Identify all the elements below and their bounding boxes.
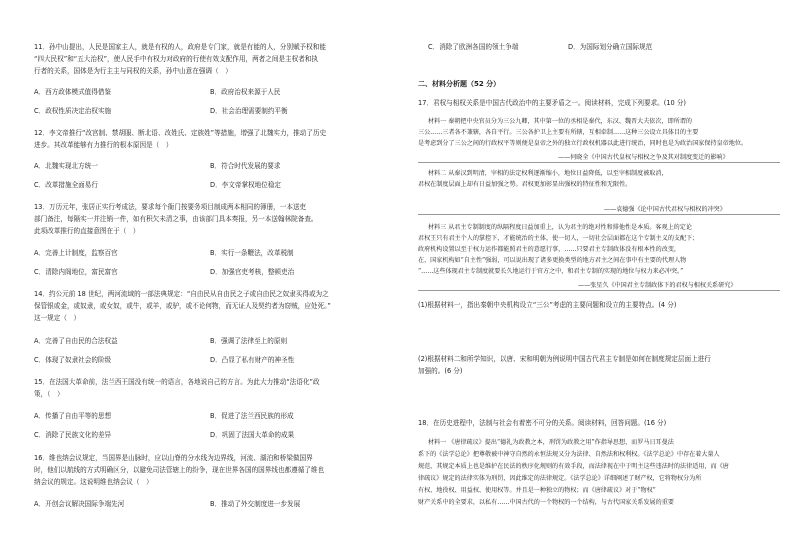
q18-material-1-line-4: 律疏议》规定的法律实体为刑罚，因此维定的法律规定。《法学总论》详细阐述了财产权，它将物权分为所 xyxy=(418,475,702,482)
q12-option-c[interactable]: C．改革措施全面易行 xyxy=(34,181,98,189)
q17-sub-question-1: (1)根据材料一，指出秦朝中央机构设立“三公”考虑的主要问题和设立的主要特点。(4 分) xyxy=(418,301,677,309)
q12-option-a[interactable]: A．北魏实现北方统一 xyxy=(34,162,98,170)
q15-line-2: 策，（ ） xyxy=(34,390,64,398)
q16-option-d[interactable]: D．为国际划分确立国际规范 xyxy=(568,43,653,51)
q18-intro: 18．在历史进程中，法制与社会有着密不可分的关系。阅读材料，回答问题。(16 分) xyxy=(418,419,667,427)
q18-material-1-line-3: 规范，其规定本质上也是维护在民法的秩序化规则的有效手段，而法律视在中于明主这些违法时的法律适用，而《唐 xyxy=(418,463,729,470)
q14-option-b[interactable]: B．强调了法律至上的原则 xyxy=(210,337,288,345)
q17-sub-question-2-line-2: 加强的。(6 分) xyxy=(418,367,463,375)
q17-intro: 17．君权与相权关系是中国古代政治中的主要矛盾之一。阅读材料，完成下列要求。(10 分) xyxy=(418,99,686,107)
material-divider-3 xyxy=(418,290,780,291)
q11-option-d[interactable]: D．社会治理需要制约平衡 xyxy=(210,107,288,115)
q16-line-2: 时，他们以航线的方式明确区分，以避免司法管辖上的纷争，现在世界各国的国界线也都遵循了维也 xyxy=(34,466,325,474)
q13-option-d[interactable]: D．加强官吏考核，整顿吏治 xyxy=(210,268,295,276)
q13-line-3: 此项改革推行的直接意图在于（ ） xyxy=(34,227,140,235)
q13-option-c[interactable]: C．清除内阁地位，富民富官 xyxy=(34,268,118,276)
q15-option-b[interactable]: B．促进了法兰西民族的形成 xyxy=(210,412,294,420)
q16-option-a[interactable]: A．开创会议解决国际争端先河 xyxy=(34,500,125,508)
q11-line-2: “四大民权”和“五大治权”，使人民手中有权力对政府的行使有效支配作用，两者之间是主权者和执 xyxy=(34,55,319,63)
material-divider-1 xyxy=(418,162,780,163)
q14-option-c[interactable]: C．体现了奴隶社会的阶级 xyxy=(34,356,112,364)
q18-material-1-line-6: 财产关系中的全要求，以私有……中国古代的一个物权的一个结构，与古代国家关系发展的重要 xyxy=(418,499,674,506)
q17-material-1-line-3: 是考虑到分了三公之间的行政权平等则便是皇帝之外的独立行政权机器以此进行统治，同时也是为政治国家保持皇帝地位。 xyxy=(418,140,748,147)
q11-option-a[interactable]: A．西方政体模式值得借鉴 xyxy=(34,88,112,96)
q17-sub-question-2-line-1: (2)根据材料二和所学知识，以唐、宋和明朝为例说明中国古代君主专制是如何在制度规定层面上进行 xyxy=(418,355,711,363)
q15-option-a[interactable]: A．传播了自由平等的思想 xyxy=(34,412,112,420)
q12-line-2: 进步。其改革能够有力推行的根本原因是（ ） xyxy=(34,141,173,149)
q17-material-3-line-3: 政府机构设置以至于权力运作都能照君主的意愿行事，……只要君主专制政体没有根本性的改变， xyxy=(418,246,681,253)
q11-line-3: 行者的关系，国体是为行主主与同权的关系，孙中山意在强调（ ） xyxy=(34,67,232,75)
q17-material-3-line-2: 君权王只有君主个人的掌控下，才能统治的主体，使一切人，一切社会层面都在这个专制主义的支配下； xyxy=(418,235,699,242)
q16-line-1: 16．维也纳会议规定，当国界是山脉时，应以山脊的分水线为边界线，河流、湖泊和桥梁做国界 xyxy=(34,454,313,462)
q15-option-d[interactable]: D．巩固了法国大革命的成果 xyxy=(210,431,295,439)
q17-material-2-source: ——袁德强《论中国古代君权与相权的冲突》 xyxy=(604,206,726,213)
q14-option-a[interactable]: A．完善了自由民的合法权益 xyxy=(34,337,118,345)
q17-material-3-line-4: 在，国家机构如“自主性”强弱，可以说出现了诸多更换类型的地方君主之间在事中有主要的代理人物 xyxy=(418,257,687,264)
q15-line-1: 15．在法国大革命前，法兰西王国没有统一的语言，各地说自己的方言。为此大力推动“法语化”政 xyxy=(34,378,320,386)
q15-option-c[interactable]: C．消除了民族文化的差异 xyxy=(34,431,112,439)
q18-material-1-line-2: 系下的《法学总论》把尊敬被中神守自然的永恒法规又分为法律、自然法和权利权。《法学总论》中存在着大量人 xyxy=(418,451,720,458)
q18-material-1-line-1: 材料一 《唐律疏议》提出“德礼为政教之本，刑罚为政教之用”作指导思想，而罗马日耳曼法 xyxy=(428,439,674,446)
q16-option-b[interactable]: B．推动了外交制度进一步发展 xyxy=(210,500,301,508)
q12-option-d[interactable]: D．李文帝掌权地位稳定 xyxy=(210,181,282,189)
q17-material-3-line-1: 材料三 从君主专制制度的纵隔程度日益加重上，认为君主的绝对性和排他性是本质。客观上的定论 xyxy=(428,224,692,231)
q11-option-b[interactable]: B．政府治权来源于人民 xyxy=(210,88,281,96)
q17-material-3-source: ——张星久《中国君主专制政体下的君权与相权关系研究》 xyxy=(578,282,737,289)
q14-option-d[interactable]: D．凸显了私有财产的神圣性 xyxy=(210,356,295,364)
q13-line-2: 部门备注，每隔实一并注销一件，如有积欠未清之事，由该部门具本奏报，另一本送翰林院备查。 xyxy=(34,215,318,223)
q14-line-3: 这一规定（ ） xyxy=(34,314,81,322)
q17-material-1-line-2: 三公……三者各不兼辖，各自平行。三公各护卫上主要有所辖，互相牵制……这种三公设立具体目的主要 xyxy=(418,129,699,136)
q13-line-1: 13．万历元年，张居正实行考成法，要求每个衙门按要务项目制成两本相同的簿册，一本送吏 xyxy=(34,203,307,211)
q13-option-b[interactable]: B．实行一条鞭法，改革税制 xyxy=(210,249,294,257)
q17-material-3-line-5: “……这些体现君主专制度就要长久地运行于官方之中，和君主专制的实现的地位与权力来必冲突。” xyxy=(418,268,684,275)
section-title: 二、材料分析题（52 分） xyxy=(418,80,501,88)
q17-material-2-line-2: 君权在制度层面上却有日益加强之势。君权更加彰显出强权的特征性和无限性。 xyxy=(418,181,632,188)
q12-line-1: 12．李文帝推行“改宫制、禁胡服、断北语、改姓氏、定族姓”等措施，增强了北魏实力，推动了历史 xyxy=(34,129,327,137)
q12-option-b[interactable]: B．符合时代发展的要求 xyxy=(210,162,281,170)
q11-line-1: 11．孙中山提出，人民是国家主人，就是有权的人，政府是专门家，就是有能的人，分别赋予权和能 xyxy=(34,43,326,51)
q11-option-c[interactable]: C．政权性质决定治权实施 xyxy=(34,107,112,115)
q16-option-c[interactable]: C．消除了欧洲各国的领土争端 xyxy=(428,43,519,51)
q18-material-1-line-5: 有权、地役权、用益权、使用权等。并且是一种独立的物权；而《唐律疏议》对于“物权” xyxy=(418,487,656,494)
q13-option-a[interactable]: A．完善上计制度，监察百官 xyxy=(34,249,118,257)
material-divider-2 xyxy=(418,214,780,215)
q14-line-1: 14．约公元前 18 世纪，两河流域的一部法典规定：“自由民从自由民之子或自由民之奴隶买得或为之 xyxy=(34,290,329,298)
q14-line-2: 保管银或金，或奴隶，或女奴，或牛，或羊，或驴，或不论何物，而无证人及契约者为窃贼，应处死。” xyxy=(34,302,331,310)
q17-material-1-line-1: 材料一 秦朝把中央官员分为三公九卿，其中第一位的丞相是秦代，东汉、魏晋大夫依次，即所谓的 xyxy=(428,118,692,125)
q17-material-1-source: ——何晓全《中国古代皇权与相权之争及其对制度变迁的影响》 xyxy=(558,154,729,161)
q17-material-2-line-1: 材料二 从秦汉到明清，宰相的法定权利逐渐缩小，地位日益降低，以至宰相制度被取消， xyxy=(428,170,668,177)
q16-line-3: 纳会议的规定。这说明维也纳会议（ ） xyxy=(34,478,153,486)
